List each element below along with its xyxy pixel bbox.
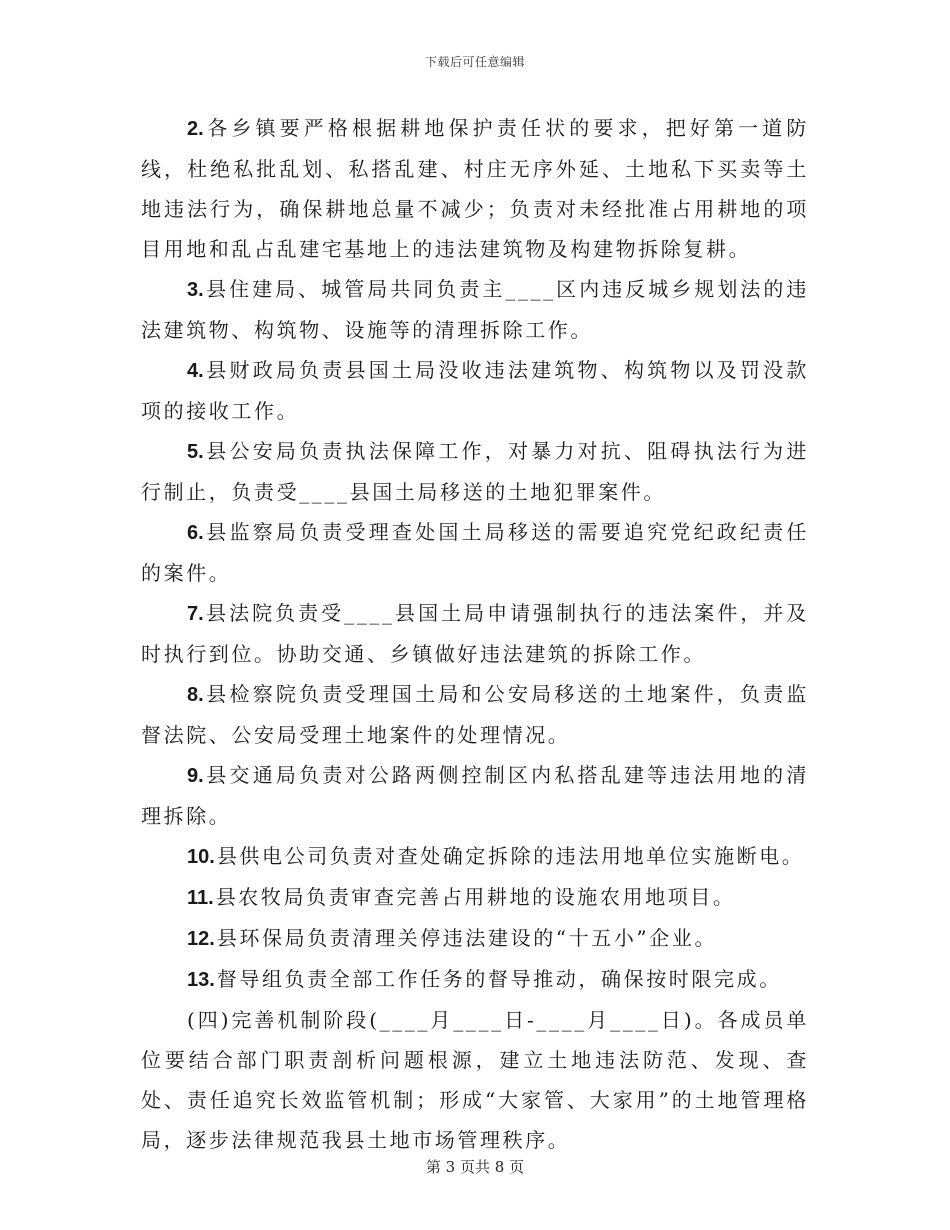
item-text: 县监察局负责受理查处国土局移送的需要追究党纪政纪责任的案件。	[141, 520, 809, 585]
list-item	[141, 593, 809, 674]
item-text: 督导组负责全部工作任务的督导推动，确保按时限完成。	[216, 967, 782, 991]
item-number: 10.	[187, 846, 215, 868]
item-text: 各乡镇要严格根据耕地保护责任状的要求，把好第一道防线，杜绝私批乱划、私搭乱建、村庄无序外延、土地私下买卖等土地违法行为，确保耕地总量不减少；负责对未经批准占用耕地的项目用地和乱占乱建宅基地上的违法建筑物及构建物拆除复耕。	[141, 116, 809, 261]
item-text: 县农牧局负责审查完善占用耕地的设施农用地项目。	[215, 885, 736, 909]
item-text: 县财政局负责县国土局没收违法建筑物、构筑物以及罚没款项的接收工作。	[141, 358, 809, 423]
item-text: 县住建局、城管局共同负责主____区内违反城乡规划法的违法建筑物、构筑物、设施等的清理拆除工作。	[141, 277, 809, 342]
list-item	[141, 755, 809, 836]
item-number: 7.	[187, 603, 204, 625]
item-number: 2.	[187, 118, 204, 140]
item-text: 县法院负责受____县国土局申请强制执行的违法案件，并及时执行到位。协助交通、乡镇做好违法建筑的拆除工作。	[141, 601, 809, 666]
item-number: 8.	[187, 684, 204, 706]
list-item	[141, 877, 809, 918]
item-number: 6.	[187, 522, 204, 544]
item-text: 县环保局负责清理关停违法建设的“十五小”企业。	[216, 926, 718, 950]
list-item	[141, 918, 809, 959]
item-number: 3.	[187, 279, 204, 301]
list-item	[141, 431, 809, 512]
item-number: 9.	[187, 765, 204, 787]
item-number: 5.	[187, 441, 204, 463]
item-text: 县交通局负责对公路两侧控制区内私搭乱建等违法用地的清理拆除。	[141, 763, 809, 828]
list-item	[141, 836, 809, 877]
item-text: 县检察院负责受理国土局和公安局移送的土地案件，负责监督法院、公安局受理土地案件的处理情况。	[141, 682, 809, 747]
page-header: 下载后可任意编辑	[424, 55, 525, 69]
list-item	[141, 959, 809, 1000]
list-item	[141, 108, 809, 269]
stage-paragraph: (四)完善机制阶段(____月____日-____月____日)。各成员单位要结合部门职责剖析问题根源，建立土地违法防范、发现、查处、责任追究长效监管机制；形成“大家管、大家用”的土地管理格局，逐步法律规范我县土地市场管理秩序。	[141, 1008, 809, 1152]
item-text: 县公安局负责执法保障工作，对暴力对抗、阻碍执法行为进行制止，负责受____县国土局移送的土地犯罪案件。	[141, 439, 809, 504]
document-body	[141, 108, 809, 1160]
page-number: 第 3 页共 8 页	[425, 1158, 525, 1176]
list-item	[141, 512, 809, 593]
list-item	[141, 269, 809, 350]
item-number: 13.	[187, 969, 215, 991]
item-text: 县供电公司负责对查处确定拆除的违法用地单位实施断电。	[216, 844, 805, 868]
list-item	[141, 350, 809, 431]
item-number: 4.	[187, 360, 204, 382]
item-number: 11.	[187, 887, 214, 909]
item-number: 12.	[187, 928, 215, 950]
list-item	[141, 674, 809, 755]
